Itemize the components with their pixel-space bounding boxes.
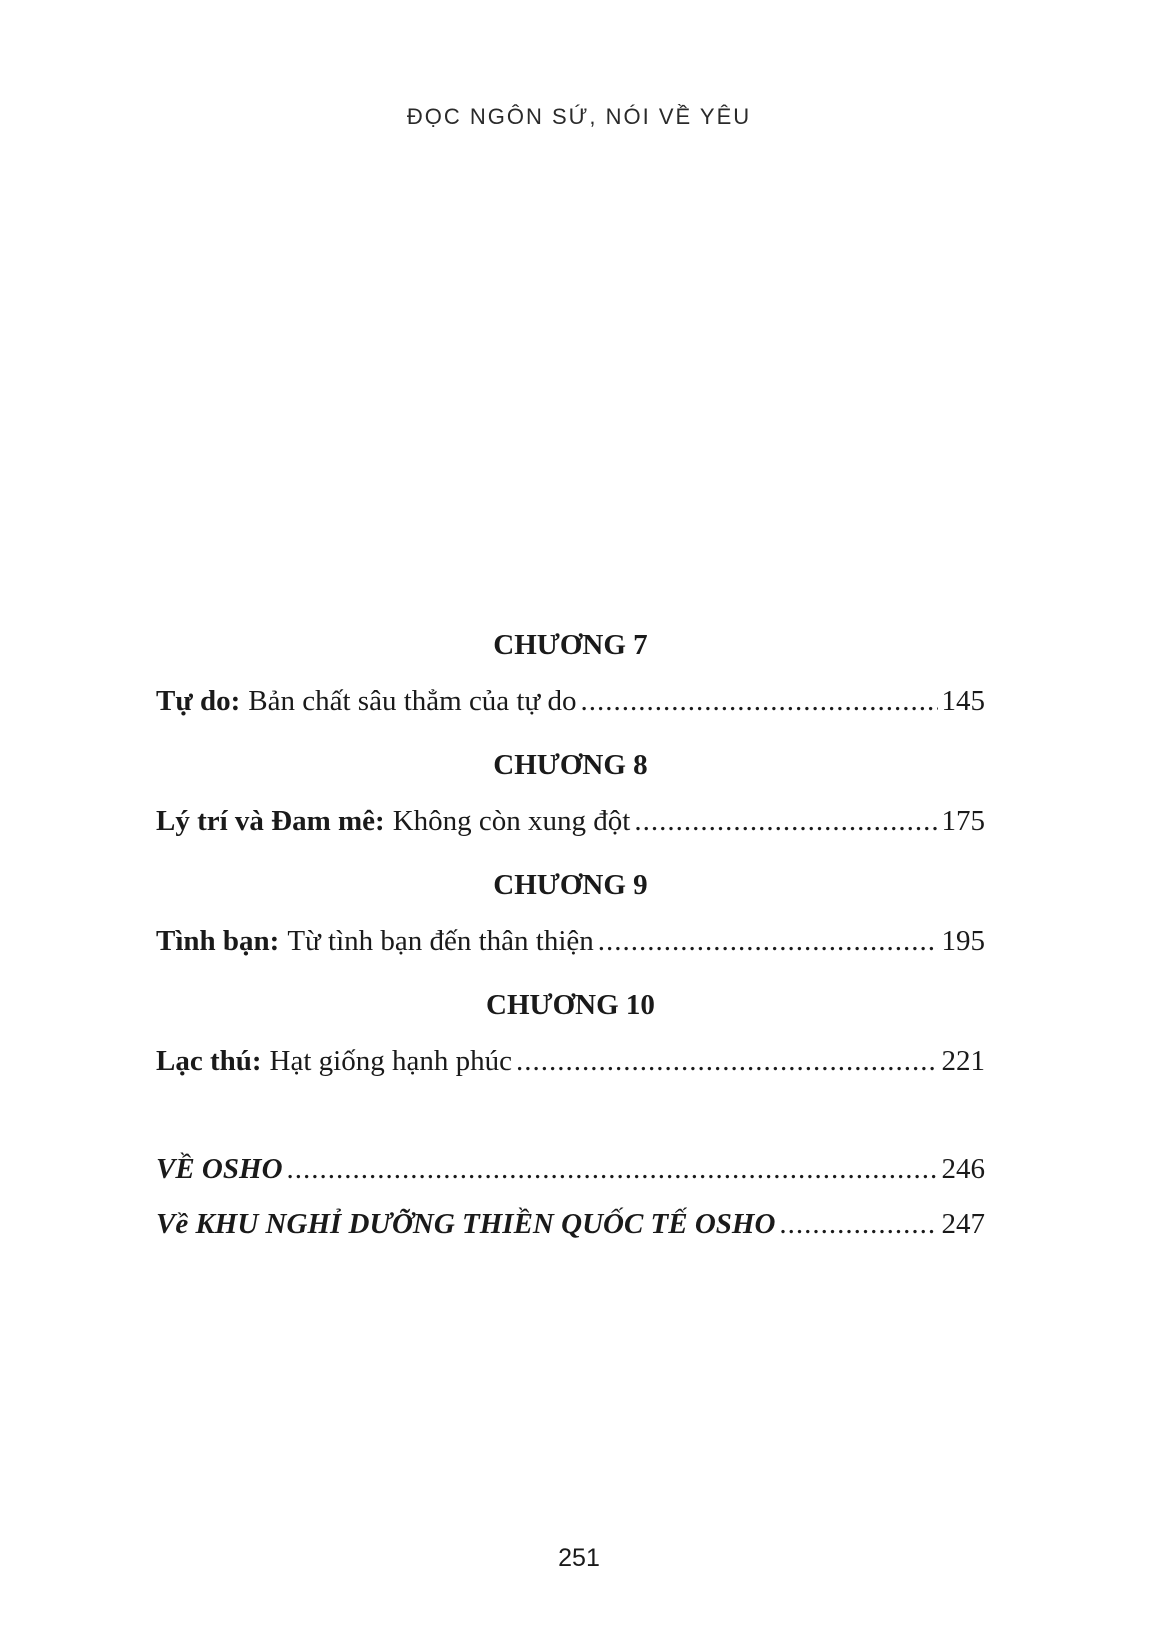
entry-page-number: 246: [941, 1153, 985, 1185]
entry-title: Từ tình bạn đến thân thiện: [287, 925, 594, 957]
entry-label: Tự do:: [156, 685, 241, 717]
chapter-heading: CHƯƠNG 8: [493, 749, 648, 781]
entry-title: Về KHU NGHỈ DƯỠNG THIỀN QUỐC TẾ OSHO: [156, 1208, 776, 1240]
entry-title: Hạt giống hạnh phúc: [269, 1045, 512, 1077]
entry-title: Bản chất sâu thẳm của tự do: [248, 685, 577, 717]
entry-page-number: 175: [941, 805, 985, 837]
toc-line[interactable]: [156, 922, 985, 960]
dot-leader: [598, 922, 938, 960]
table-of-contents: [156, 626, 985, 1260]
toc-line[interactable]: [156, 802, 985, 840]
entry-page-number: 145: [941, 685, 985, 717]
chapter-heading: CHƯƠNG 10: [486, 989, 655, 1021]
entry-page-number: 247: [941, 1208, 985, 1240]
entry-page-number: 221: [941, 1045, 985, 1077]
chapter-entry-7: [156, 626, 985, 720]
toc-line[interactable]: [156, 1042, 985, 1080]
entry-label: Lạc thú:: [156, 1045, 262, 1077]
toc-line-osho-resort[interactable]: [156, 1205, 985, 1243]
dot-leader: [634, 802, 937, 840]
dot-leader: [779, 1205, 937, 1243]
toc-line-about-osho[interactable]: [156, 1150, 985, 1188]
page-number: 251: [558, 1544, 600, 1572]
dot-leader: [580, 682, 937, 720]
dot-leader: [287, 1150, 938, 1188]
chapter-heading: CHƯƠNG 9: [493, 869, 648, 901]
entry-title: Không còn xung đột: [392, 805, 631, 837]
entry-label: Tình bạn:: [156, 925, 280, 957]
entry-label: Lý trí và Đam mê:: [156, 805, 385, 837]
toc-line[interactable]: [156, 682, 985, 720]
chapter-entry-10: [156, 986, 985, 1080]
entry-title: VỀ OSHO: [156, 1153, 283, 1185]
running-header: ĐỌC NGÔN SỨ, NÓI VỀ YÊU: [406, 104, 752, 129]
chapter-heading: CHƯƠNG 7: [493, 629, 648, 661]
chapter-entry-8: [156, 746, 985, 840]
chapter-entry-9: [156, 866, 985, 960]
dot-leader: [516, 1042, 938, 1080]
entry-page-number: 195: [941, 925, 985, 957]
